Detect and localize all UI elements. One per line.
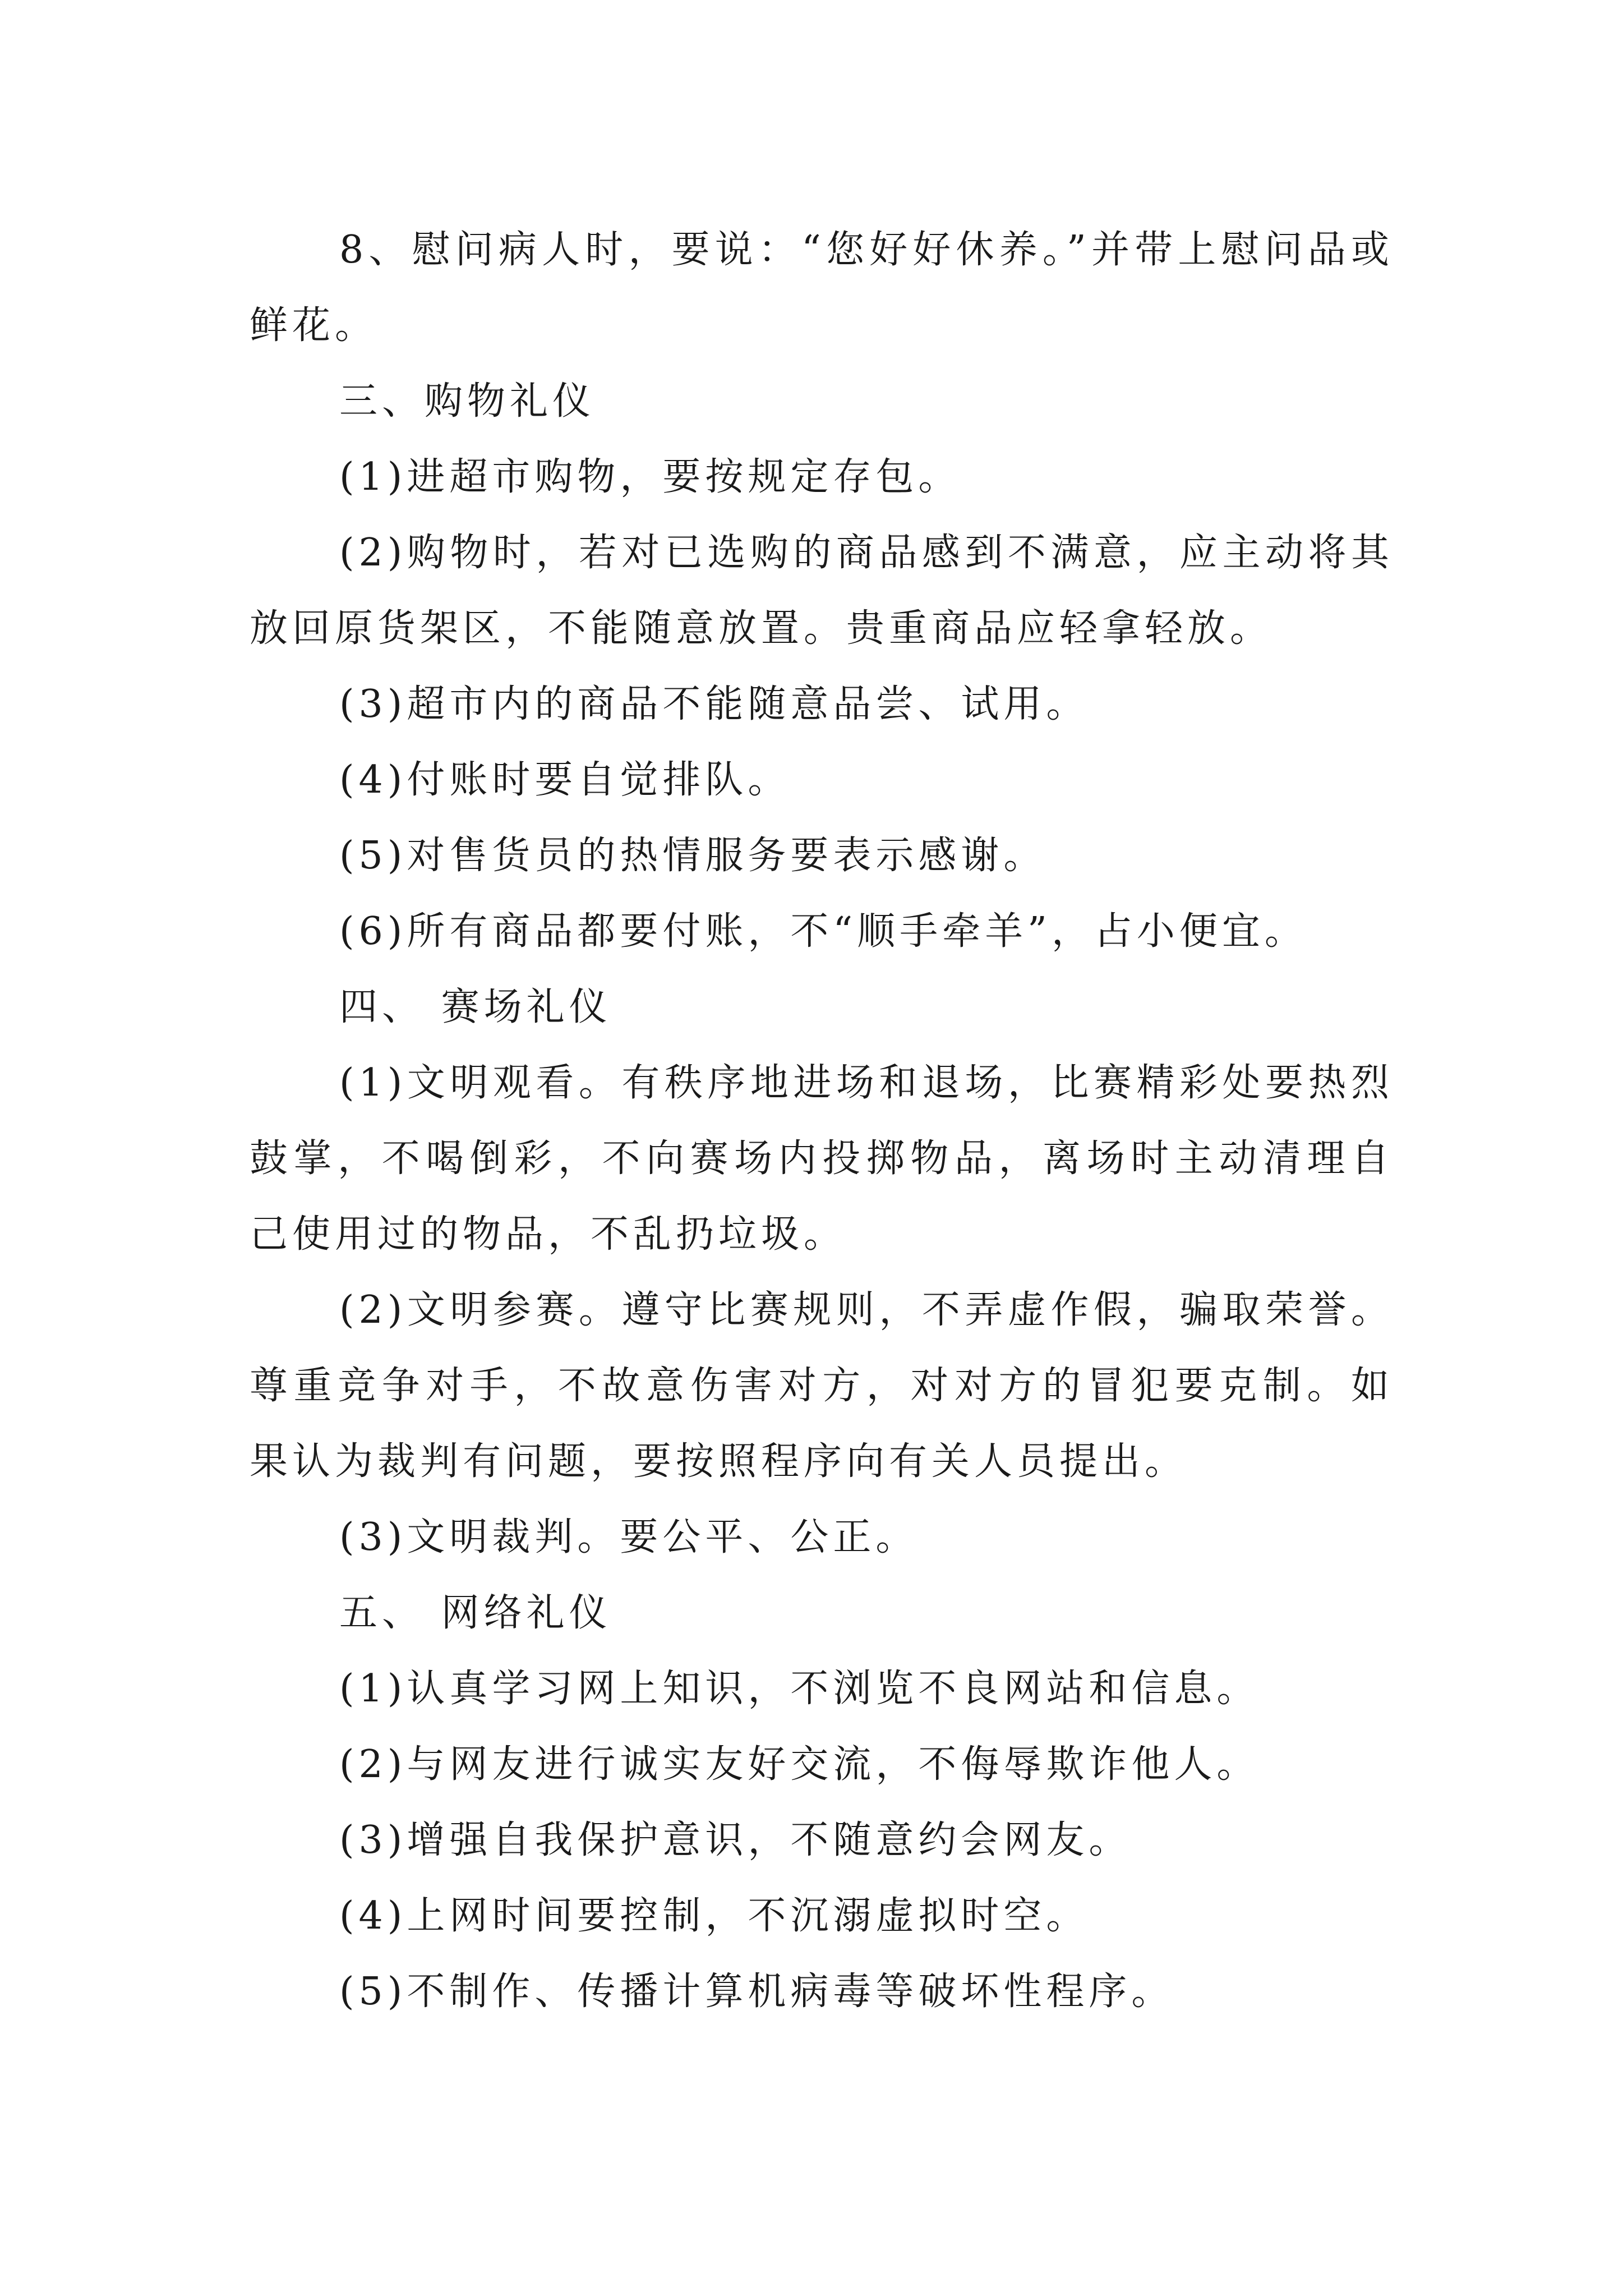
section-heading-network: 五、 网络礼仪 [339,1591,612,1635]
paragraph-stadium-3: (3)文明裁判。要公平、公正。 [339,1515,919,1559]
paragraph-shopping-6: (6)所有商品都要付账，不“顺手牵羊”，占小便宜。 [339,909,1307,954]
document-body [250,212,1394,2030]
paragraph-shopping-1: (1)进超市购物，要按规定存包。 [339,455,961,499]
paragraph-network-4: (4)上网时间要控制，不沉溺虚拟时空。 [339,1894,1089,1938]
paragraph-network-5: (5)不制作、传播计算机病毒等破坏性程序。 [339,1970,1174,2014]
paragraph-network-3: (3)增强自我保护意识，不随意约会网友。 [339,1818,1132,1862]
paragraph-network-1: (1)认真学习网上知识，不浏览不良网站和信息。 [339,1667,1260,1711]
paragraph-shopping-4: (4)付账时要自觉排队。 [339,758,791,802]
paragraph-shopping-2: (2)购物时，若对已选购的商品感到不满意，应主动将其放回原货架区，不能随意放置。贵重商品应轻拿轻放。 [250,531,1394,651]
paragraph-network-2: (2)与网友进行诚实友好交流，不侮辱欺诈他人。 [339,1742,1260,1787]
section-heading-stadium: 四、 赛场礼仪 [339,985,612,1029]
paragraph-shopping-5: (5)对售货员的热情服务要表示感谢。 [339,834,1046,878]
paragraph-stadium-2: (2)文明参赛。遵守比赛规则，不弄虚作假，骗取荣誉。尊重竞争对手，不故意伤害对方，对对方的冒犯要克制。如果认为裁判有问题，要按照程序向有关人员提出。 [250,1288,1394,1484]
paragraph-visit-sick: 8、慰问病人时，要说：“您好好休养。”并带上慰问品或鲜花。 [250,228,1394,348]
section-heading-shopping: 三、购物礼仪 [339,379,596,424]
paragraph-shopping-3: (3)超市内的商品不能随意品尝、试用。 [339,682,1089,726]
paragraph-stadium-1: (1)文明观看。有秩序地进场和退场，比赛精彩处要热烈鼓掌，不喝倒彩，不向赛场内投掷物品，离场时主动清理自己使用过的物品，不乱扔垃圾。 [250,1061,1394,1257]
